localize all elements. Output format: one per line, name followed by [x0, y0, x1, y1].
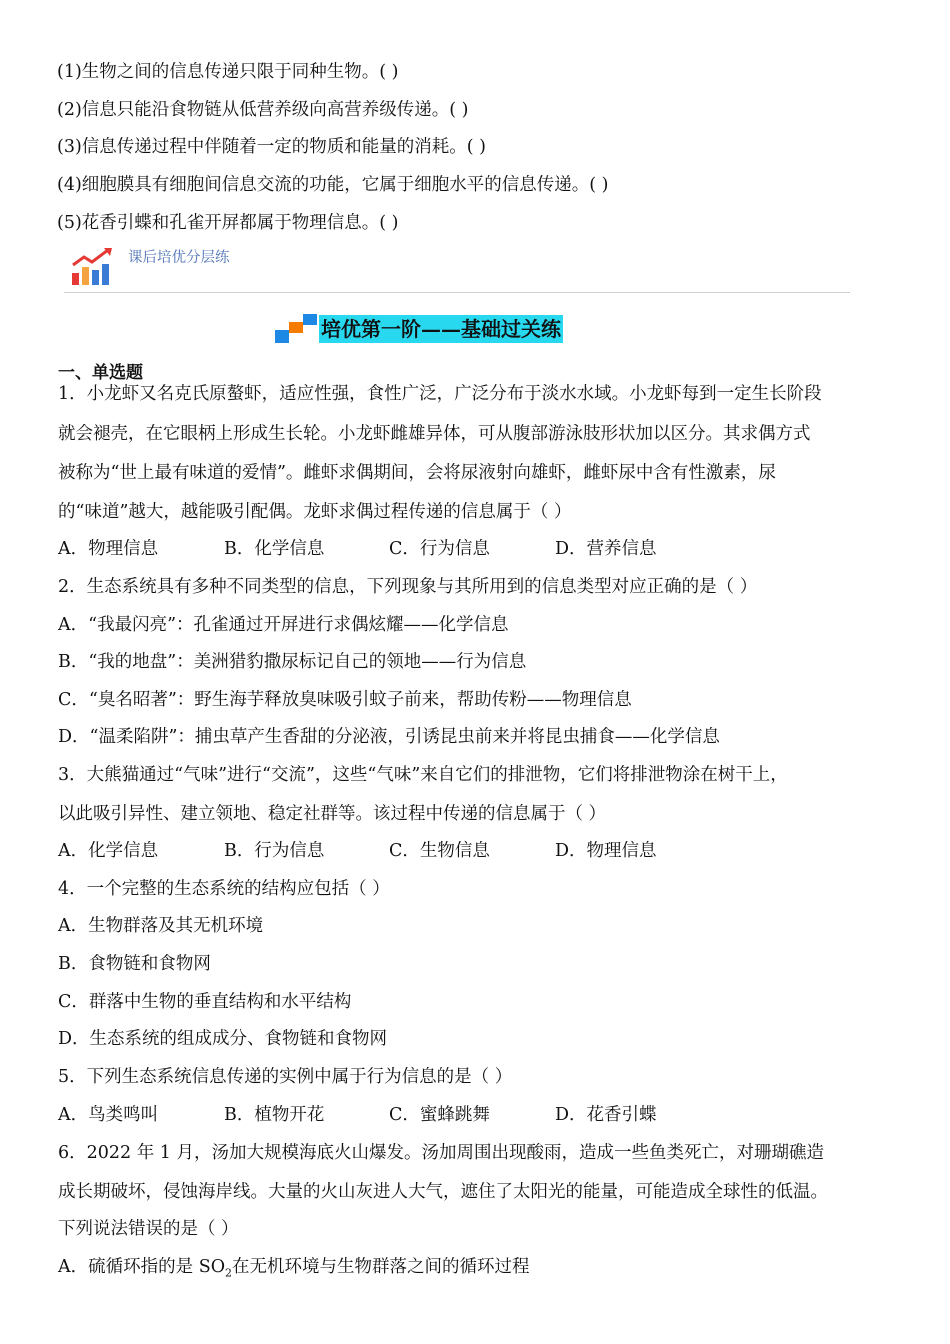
- q4-option-c: C．群落中生物的垂直结构和水平结构: [58, 992, 352, 1012]
- q6-option-a: [58, 1255, 530, 1286]
- q1-option-c: C．行为信息: [389, 539, 490, 559]
- q6-option-a-subscript: 2: [225, 1266, 233, 1280]
- q5-option-a: A．鸟类鸣叫: [58, 1105, 159, 1125]
- q5-stem: 5．下列生态系统信息传递的实例中属于行为信息的是（ ）: [58, 1067, 513, 1087]
- q3-option-a: A．化学信息: [58, 841, 159, 861]
- q6-line-3: 下列说法错误的是（ ）: [58, 1219, 239, 1239]
- banner-title: 课后培优分层练: [128, 250, 230, 266]
- q4-option-d: D．生态系统的组成成分、食物链和食物网: [58, 1029, 388, 1049]
- q3-options: [58, 839, 858, 863]
- q3-option-b: B．行为信息: [224, 841, 325, 861]
- q1-line-3: 被称为“世上最有味道的爱情”。雌虾求偶期间，会将尿液射向雄虾，雌虾尿中含有性激素，尿: [58, 463, 776, 483]
- q6-line-2: 成长期破坏，侵蚀海岸线。大量的火山灰进人大气，遮住了太阳光的能量，可能造成全球性的低温。: [58, 1182, 828, 1202]
- q4-stem: 4．一个完整的生态系统的结构应包括（ ）: [58, 879, 390, 899]
- q1-line-1: 1．小龙虾又名克氏原螯虾，适应性强，食性广泛，广泛分布于淡水水域。小龙虾每到一定生长阶段: [58, 384, 822, 404]
- q5-option-b: B．植物开花: [224, 1105, 325, 1125]
- q1-line-4: 的“味道”越大，越能吸引配偶。龙虾求偶过程传递的信息属于（ ）: [58, 502, 572, 522]
- judgement-1: (1)生物之间的信息传递只限于同种生物。( ): [57, 62, 399, 82]
- q6-line-1: 6．2022 年 1 月，汤加大规模海底火山爆发。汤加周围出现酸雨，造成一些鱼类死亡，对珊瑚礁造: [58, 1143, 824, 1163]
- q4-option-a: A．生物群落及其无机环境: [58, 916, 264, 936]
- q6-option-a-suffix: 在无机环境与生物群落之间的循环过程: [232, 1257, 530, 1277]
- q3-option-d: D．物理信息: [555, 841, 657, 861]
- q3-line-2: 以此吸引异性、建立领地、稳定社群等。该过程中传递的信息属于（ ）: [58, 804, 607, 824]
- q3-option-c: C．生物信息: [389, 841, 490, 861]
- q6-option-a-prefix: A．硫循环指的是 SO: [58, 1257, 226, 1277]
- q2-option-a: A．“我最闪亮”：孔雀通过开屏进行求偶炫耀——化学信息: [58, 615, 509, 635]
- q1-line-2: 就会褪壳，在它眼柄上形成生长轮。小龙虾雌雄异体，可从腹部游泳肢形状加以区分。其求偶方式: [58, 424, 811, 444]
- q4-option-b: B．食物链和食物网: [58, 954, 211, 974]
- judgement-2: (2)信息只能沿食物链从低营养级向高营养级传递。( ): [57, 100, 469, 120]
- q5-option-c: C．蜜蜂跳舞: [389, 1105, 490, 1125]
- q1-option-b: B．化学信息: [224, 539, 325, 559]
- q2-option-b: B．“我的地盘”：美洲猎豹撒尿标记自己的领地——行为信息: [58, 652, 527, 672]
- q1-option-d: D．营养信息: [555, 539, 657, 559]
- q5-option-d: D．花香引蝶: [555, 1105, 657, 1125]
- q2-option-d: D．“温柔陷阱”：捕虫草产生香甜的分泌液，引诱昆虫前来并将昆虫捕食——化学信息: [58, 727, 720, 747]
- section-heading: 一、单选题: [58, 363, 143, 383]
- q1-options: [58, 537, 858, 561]
- q1-option-a: A．物理信息: [58, 539, 159, 559]
- q2-option-c: C．“臭名昭著”：野生海芋释放臭味吸引蚊子前来，帮助传粉——物理信息: [58, 690, 632, 710]
- q5-options: [58, 1103, 858, 1127]
- bar-chart-growth-icon: [70, 247, 116, 287]
- section-title: 培优第一阶——基础过关练: [321, 317, 561, 341]
- divider: [64, 292, 850, 293]
- judgement-4: (4)细胞膜具有细胞间信息交流的功能，它属于细胞水平的信息传递。( ): [57, 175, 609, 195]
- q2-stem: 2．生态系统具有多种不同类型的信息，下列现象与其所用到的信息类型对应正确的是（ ）: [58, 577, 758, 597]
- q3-line-1: 3．大熊猫通过“气味”进行“交流”，这些“气味”来自它们的排泄物，它们将排泄物涂在树干上，: [58, 765, 788, 785]
- judgement-3: (3)信息传递过程中伴随着一定的物质和能量的消耗。( ): [57, 137, 487, 157]
- judgement-5: (5)花香引蝶和孔雀开屏都属于物理信息。( ): [57, 213, 399, 233]
- stair-steps-icon: [273, 312, 319, 346]
